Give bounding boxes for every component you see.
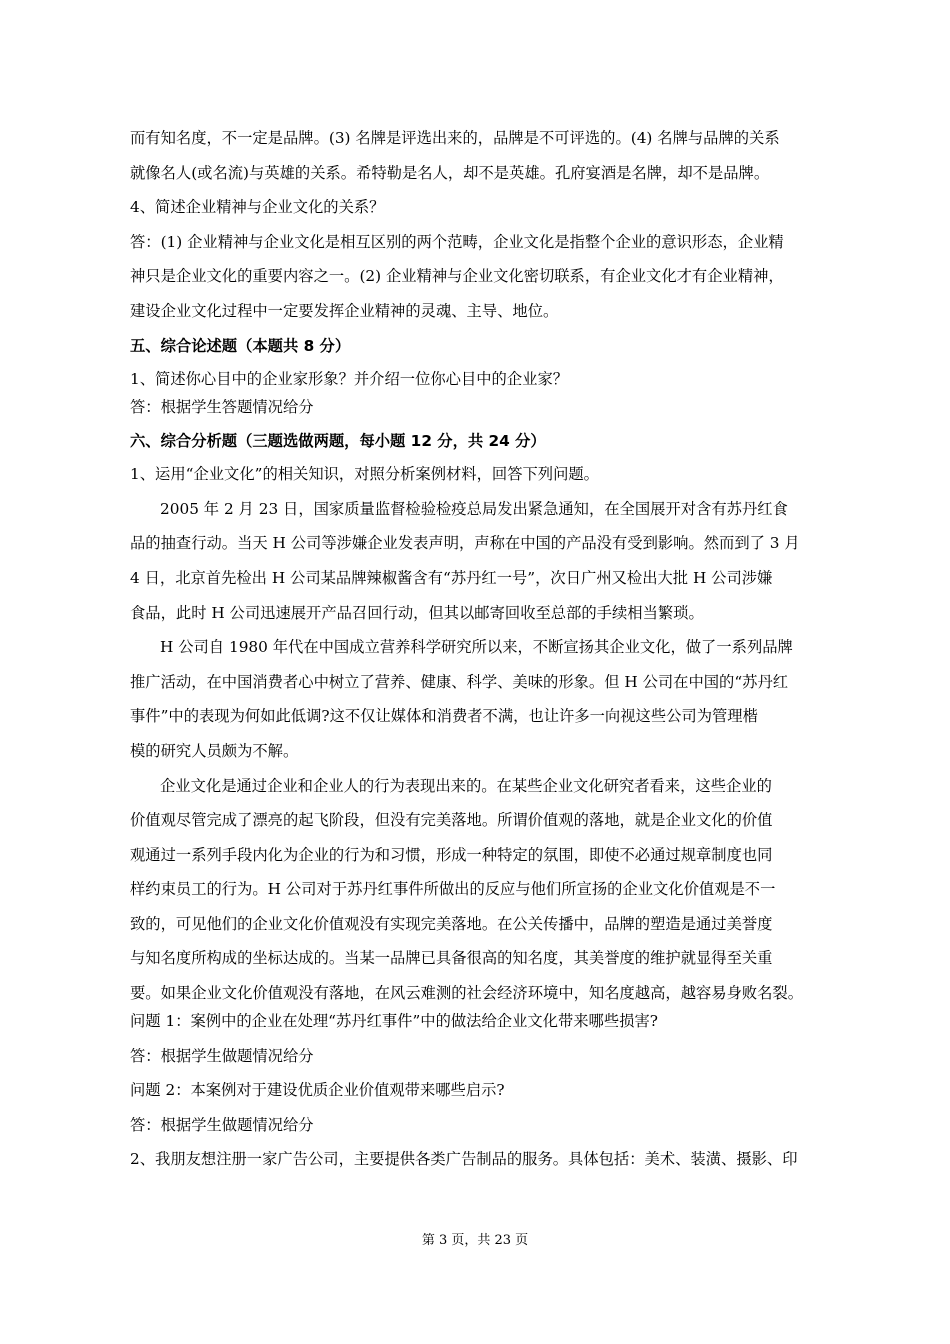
case-paragraph-1: 品的抽查行动。当天 H 公司等涉嫌企业发表声明，声称在中国的产品没有受到影响。然而到了 3 月 xyxy=(130,534,800,553)
question-4: 4、简述企业精神与企业文化的关系？ xyxy=(130,198,385,217)
case-question-2: 问题 2：本案例对于建设优质企业价值观带来哪些启示? xyxy=(130,1081,505,1100)
case-paragraph-3: 样约束员工的行为。H 公司对于苏丹红事件所做出的反应与他们所宣扬的企业文化价值观是不一 xyxy=(130,880,776,899)
case-paragraph-2: 事件”中的表现为何如此低调?这不仅让媒体和消费者不满，也让许多一向视这些公司为管理楷 xyxy=(130,707,758,726)
section-6-question-2: 2、我朋友想注册一家广告公司，主要提供各类广告制品的服务。具体包括：美术、装潢、摄影、印 xyxy=(130,1150,798,1169)
text-line: 而有知名度，不一定是品牌。(3) 名牌是评选出来的，品牌是不可评选的。(4) 名牌与品牌的关系 xyxy=(130,129,780,147)
case-question-1: 问题 1：案例中的企业在处理“苏丹红事件”中的做法给企业文化带来哪些损害? xyxy=(130,1012,658,1031)
case-paragraph-2: 推广活动，在中国消费者心中树立了营养、健康、科学、美味的形象。但 H 公司在中国的“苏丹红 xyxy=(130,672,789,691)
section-5-heading: 五、综合论述题（本题共 8 分） xyxy=(130,336,351,355)
document-page xyxy=(130,127,828,1183)
section-6-heading: 六、综合分析题（三题选做两题，每小题 12 分，共 24 分） xyxy=(130,432,546,451)
case-paragraph-1: 4 日，北京首先检出 H 公司某品牌辣椒酱含有“苏丹红一号”，次日广州又检出大批 H 公司涉嫌 xyxy=(130,568,773,587)
case-paragraph-1: 2005 年 2 月 23 日，国家质量监督检验检疫总局发出紧急通知，在全国展开对含有苏丹红食 xyxy=(160,499,788,518)
case-paragraph-2: H 公司自 1980 年代在中国成立营养科学研究所以来，不断宣扬其企业文化，做了一系列品牌 xyxy=(160,638,793,657)
case-answer-2: 答：根据学生做题情况给分 xyxy=(130,1115,314,1134)
case-paragraph-1: 食品，此时 H 公司迅速展开产品召回行动，但其以邮寄回收至总部的手续相当繁琐。 xyxy=(130,603,704,622)
case-paragraph-3: 价值观尽管完成了漂亮的起飞阶段，但没有完美落地。所谓价值观的落地，就是企业文化的价值 xyxy=(130,811,773,830)
case-paragraph-3: 与知名度所构成的坐标达成的。当某一品牌已具备很高的知名度，其美誉度的维护就显得至关重 xyxy=(130,949,773,968)
case-paragraph-2: 模的研究人员颇为不解。 xyxy=(130,741,299,760)
page-footer: 第 3 页，共 23 页 xyxy=(421,1233,529,1248)
case-paragraph-3: 要。如果企业文化价值观没有落地，在风云难测的社会经济环境中，知名度越高，越容易身败名裂。 xyxy=(130,984,804,1003)
section-6-question-1: 1、运用“企业文化”的相关知识，对照分析案例材料，回答下列问题。 xyxy=(130,465,599,484)
text-line: 就像名人(或名流)与英雄的关系。希特勒是名人，却不是英雄。孔府宴酒是名牌，却不是品牌。 xyxy=(130,163,770,182)
answer-4-line: 答：(1) 企业精神与企业文化是相互区别的两个范畴，企业文化是指整个企业的意识形态，企业精 xyxy=(130,232,784,251)
case-answer-1: 答：根据学生做题情况给分 xyxy=(130,1046,314,1065)
section-5-question: 1、简述你心目中的企业家形象？并介绍一位你心目中的企业家？ xyxy=(130,369,569,388)
case-paragraph-3: 观通过一系列手段内化为企业的行为和习惯，形成一种特定的氛围，即使不必通过规章制度也同 xyxy=(130,845,773,864)
case-paragraph-3: 致的，可见他们的企业文化价值观没有实现完美落地。在公关传播中，品牌的塑造是通过美誉度 xyxy=(130,914,773,933)
section-5-answer: 答：根据学生答题情况给分 xyxy=(130,397,314,416)
case-paragraph-3: 企业文化是通过企业和企业人的行为表现出来的。在某些企业文化研究者看来，这些企业的 xyxy=(160,776,772,795)
answer-4-line: 神只是企业文化的重要内容之一。(2) 企业精神与企业文化密切联系，有企业文化才有企业精神， xyxy=(130,267,784,286)
answer-4-line: 建设企业文化过程中一定要发挥企业精神的灵魂、主导、地位。 xyxy=(130,301,559,320)
